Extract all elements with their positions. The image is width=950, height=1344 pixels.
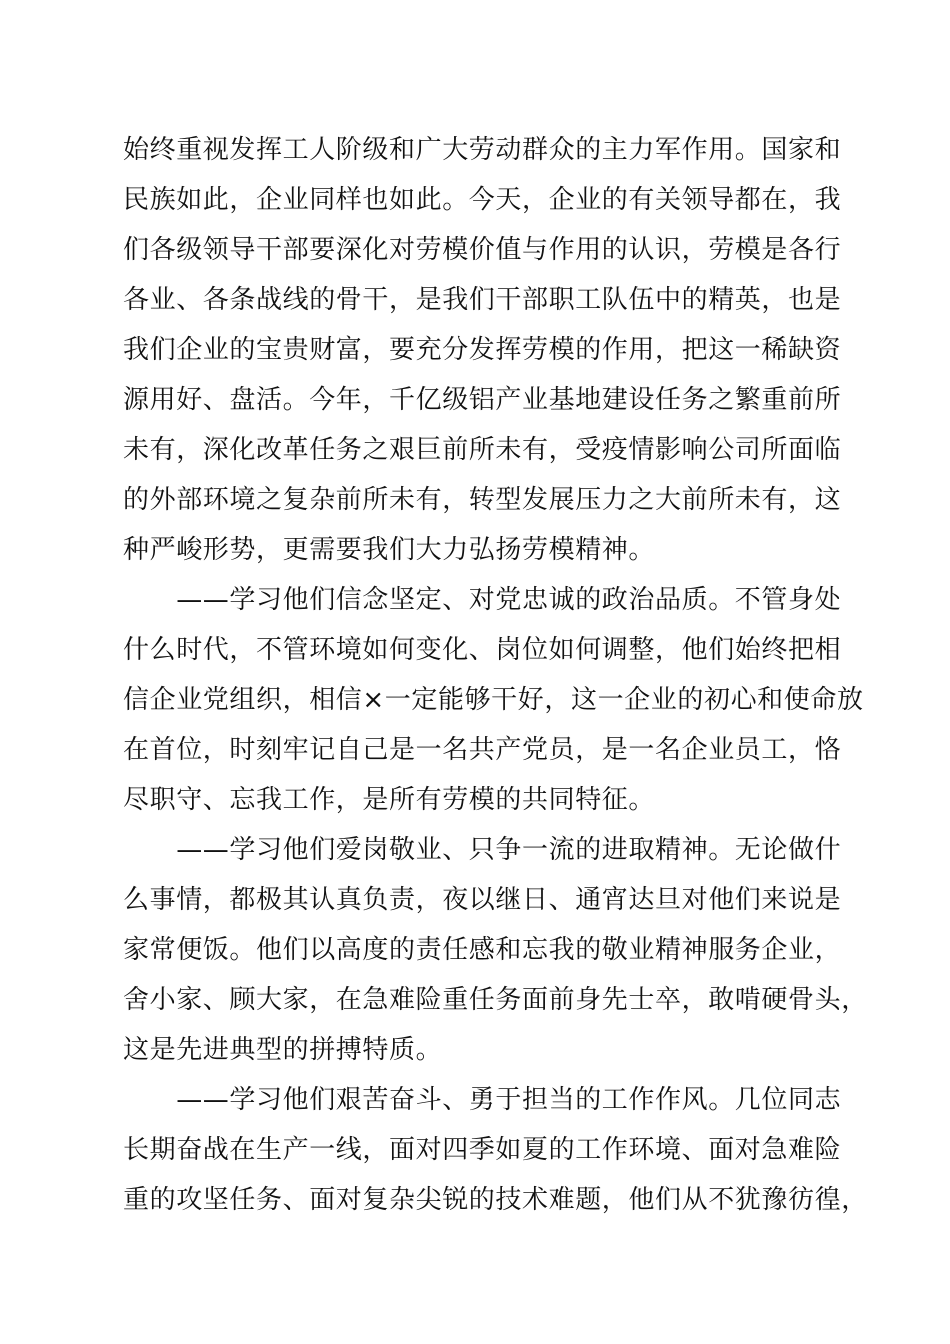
text-line: 尽职守、忘我工作，是所有劳模的共同特征。 (123, 785, 656, 815)
text-line: 这是先进典型的拼搏特质。 (123, 1035, 443, 1065)
paragraph-start-line: ——学习他们信念坚定、对党忠诚的政治品质。不管身处 (123, 585, 842, 615)
text-line: 各业、各条战线的骨干，是我们干部职工队伍中的精英，也是 (123, 285, 842, 315)
paragraph-start-line: ——学习他们爱岗敬业、只争一流的进取精神。无论做什 (123, 835, 842, 865)
text-line: 长期奋战在生产一线，面对四季如夏的工作环境、面对急难险 (123, 1135, 842, 1165)
text-line: 信企业党组织，相信×一定能够干好，这一企业的初心和使命放 (123, 685, 864, 715)
text-line: 家常便饭。他们以高度的责任感和忘我的敬业精神服务企业， (123, 935, 842, 965)
paragraph-start-line: ——学习他们艰苦奋斗、勇于担当的工作作风。几位同志 (123, 1085, 842, 1115)
text-line: 源用好、盘活。今年，千亿级铝产业基地建设任务之繁重前所 (123, 385, 842, 415)
text-line: 舍小家、顾大家，在急难险重任务面前身先士卒，敢啃硬骨头， (123, 985, 868, 1015)
text-line: 我们企业的宝贵财富，要充分发挥劳模的作用，把这一稀缺资 (123, 335, 842, 365)
text-line: 们各级领导干部要深化对劳模价值与作用的认识，劳模是各行 (123, 235, 842, 265)
document-body (123, 125, 868, 1225)
text-line: 重的攻坚任务、面对复杂尖锐的技术难题，他们从不犹豫彷徨， (123, 1185, 868, 1215)
text-line: 在首位，时刻牢记自己是一名共产党员，是一名企业员工，恪 (123, 735, 842, 765)
text-line: 么事情，都极其认真负责，夜以继日、通宵达旦对他们来说是 (123, 885, 842, 915)
text-line: 什么时代，不管环境如何变化、岗位如何调整，他们始终把相 (123, 635, 842, 665)
text-line: 种严峻形势，更需要我们大力弘扬劳模精神。 (123, 535, 656, 565)
text-line: 未有，深化改革任务之艰巨前所未有，受疫情影响公司所面临 (123, 435, 842, 465)
text-line: 始终重视发挥工人阶级和广大劳动群众的主力军作用。国家和 (123, 135, 842, 165)
text-line: 的外部环境之复杂前所未有，转型发展压力之大前所未有，这 (123, 485, 842, 515)
text-line: 民族如此，企业同样也如此。今天，企业的有关领导都在，我 (123, 185, 842, 215)
